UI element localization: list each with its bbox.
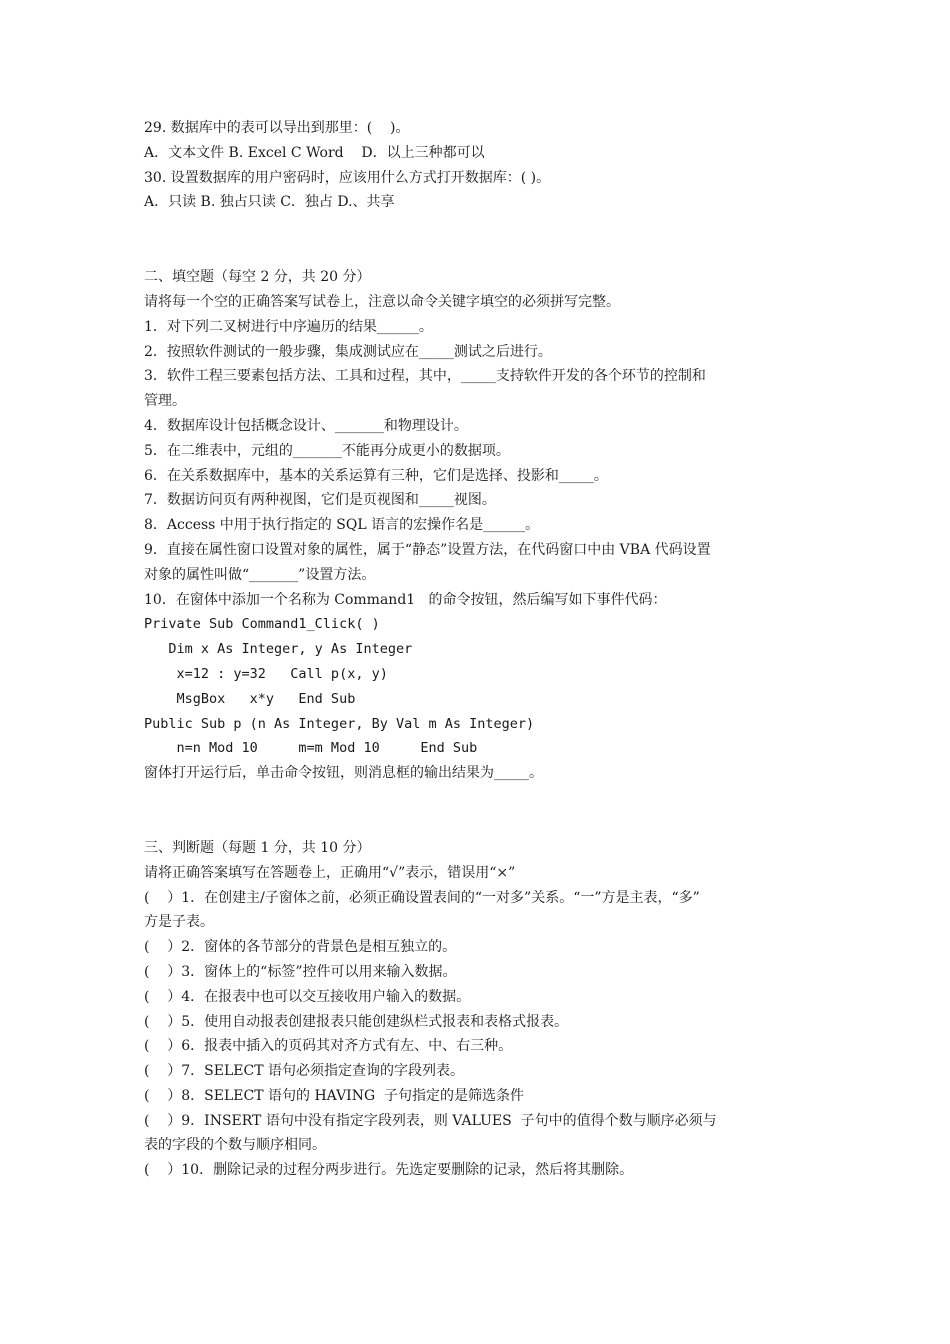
true-false-q9: ( ）9．INSERT 语句中没有指定字段列表，则 VALUES 子句中的值得个数与顺序必须与	[144, 1112, 717, 1129]
true-false-q10: ( ）10．删除记录的过程分两步进行。先选定要删除的记录，然后将其删除。	[144, 1162, 634, 1179]
fill-blank-q9: 9．直接在属性窗口设置对象的属性，属于“静态”设置方法，在代码窗口中由 VBA 代码设置	[144, 541, 711, 558]
true-false-q1-cont: 方是子表。	[144, 914, 214, 931]
code-line: Dim x As Integer, y As Integer	[144, 641, 413, 658]
true-false-q9-cont: 表的字段的个数与顺序相同。	[144, 1137, 326, 1154]
fill-blank-title: 二、填空题（每空 2 分，共 20 分）	[144, 269, 371, 286]
fill-blank-q4: 4．数据库设计包括概念设计、_______和物理设计。	[144, 417, 468, 434]
fill-blank-q7: 7．数据访问页有两种视图，它们是页视图和_____视图。	[144, 492, 496, 509]
question-29: 29. 数据库中的表可以导出到那里：( )。	[144, 120, 410, 136]
fill-blank-q9-cont: 对象的属性叫做“_______”设置方法。	[144, 566, 376, 583]
question-29-options: A．文本文件 B. Excel C Word D．以上三种都可以	[144, 144, 485, 161]
section-gap	[144, 215, 874, 265]
true-false-q1: ( ）1．在创建主/子窗体之前，必须正确设置表间的“一对多”关系。“一”方是主表，“多”	[144, 889, 700, 906]
true-false-q4: ( ）4．在报表中也可以交互接收用户输入的数据。	[144, 988, 471, 1005]
true-false-q8: ( ）8．SELECT 语句的 HAVING 子句指定的是筛选条件	[144, 1087, 525, 1104]
code-line: n=n Mod 10 m=m Mod 10 End Sub	[144, 740, 478, 757]
fill-blank-q10: 10．在窗体中添加一个名称为 Command1 的命令按钮，然后编写如下事件代码：	[144, 591, 667, 608]
true-false-section	[144, 836, 874, 1183]
fill-blank-q1: 1．对下列二叉树进行中序遍历的结果______。	[144, 318, 433, 335]
fill-blank-q6: 6．在关系数据库中，基本的关系运算有三种，它们是选择、投影和_____。	[144, 467, 608, 484]
code-line: Private Sub Command1_Click( )	[144, 616, 380, 633]
true-false-q5: ( ）5．使用自动报表创建报表只能创建纵栏式报表和表格式报表。	[144, 1013, 569, 1030]
choice-questions-tail	[144, 116, 874, 215]
fill-blank-q5: 5．在二维表中，元组的_______不能再分成更小的数据项。	[144, 442, 510, 459]
true-false-instruction: 请将正确答案填写在答题卷上，正确用“√”表示，错误用“×”	[144, 864, 516, 881]
true-false-q6: ( ）6．报表中插入的页码其对齐方式有左、中、右三种。	[144, 1038, 513, 1055]
true-false-q3: ( ）3．窗体上的“标签”控件可以用来输入数据。	[144, 963, 457, 980]
exam-page	[144, 116, 874, 1183]
code-line: Public Sub p (n As Integer, By Val m As Integer)	[144, 715, 535, 732]
fill-blank-q3-cont: 管理。	[144, 393, 186, 410]
code-line: x=12 : y=32 Call p(x, y)	[144, 665, 388, 682]
fill-blank-q8: 8．Access 中用于执行指定的 SQL 语言的宏操作名是______。	[144, 517, 540, 534]
fill-blank-q10-closing: 窗体打开运行后，单击命令按钮，则消息框的输出结果为_____。	[144, 765, 543, 782]
code-line: MsgBox x*y End Sub	[144, 690, 356, 707]
question-30-options: A．只读 B. 独占只读 C．独占 D.、共享	[144, 194, 395, 211]
fill-blank-instruction: 请将每一个空的正确答案写试卷上，注意以命令关键字填空的必须拼写完整。	[144, 293, 620, 310]
true-false-q7: ( ）7．SELECT 语句必须指定查询的字段列表。	[144, 1063, 464, 1080]
true-false-q2: ( ）2．窗体的各节部分的背景色是相互独立的。	[144, 939, 457, 956]
fill-blank-q2: 2．按照软件测试的一般步骤，集成测试应在_____测试之后进行。	[144, 343, 552, 360]
true-false-title: 三、判断题（每题 1 分，共 10 分）	[144, 839, 371, 856]
section-gap	[144, 786, 874, 836]
code-block	[144, 612, 874, 761]
question-30: 30. 设置数据库的用户密码时，应该用什么方式打开数据库：( )。	[144, 169, 551, 186]
fill-blank-section	[144, 265, 874, 786]
fill-blank-q3: 3．软件工程三要素包括方法、工具和过程，其中，_____支持软件开发的各个环节的控制和	[144, 368, 706, 385]
